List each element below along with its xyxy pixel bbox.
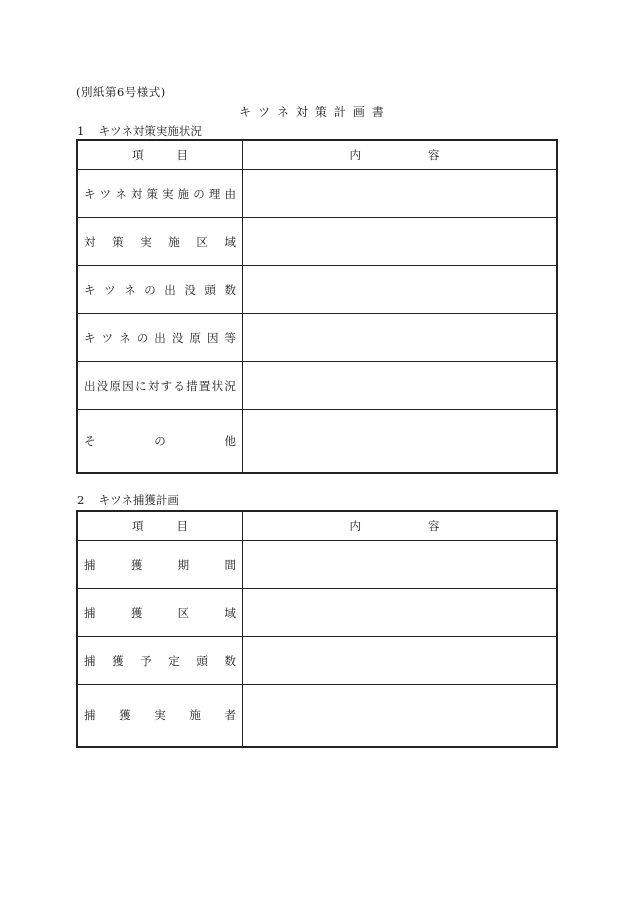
label-char: 策	[146, 186, 158, 201]
count-input-cell[interactable]	[243, 266, 558, 314]
table-row	[77, 362, 557, 410]
label-char: 施	[177, 186, 190, 201]
label-char: 捕	[84, 557, 96, 572]
row-label	[84, 186, 236, 202]
label-char: 対	[130, 186, 143, 201]
table-header-row	[77, 140, 557, 170]
label-char: ツ	[101, 330, 114, 345]
label-char: ネ	[124, 282, 136, 297]
row-label-cell	[77, 410, 243, 473]
label-char: 定	[168, 653, 180, 668]
label-char: 目	[176, 519, 188, 533]
label-char: 区	[196, 234, 208, 249]
label-char: 数	[224, 653, 236, 668]
row-label-cell	[77, 541, 243, 589]
table-header-row	[77, 511, 557, 541]
label-char: 因	[206, 330, 219, 345]
label-char: 置	[198, 378, 211, 393]
label-char: 原	[109, 378, 122, 393]
label-char: の	[144, 282, 156, 297]
label-char: 予	[140, 653, 152, 668]
label-char: 理	[208, 186, 221, 201]
header-item-label	[84, 147, 236, 163]
header-item-cell	[77, 140, 243, 170]
label-char: キ	[84, 282, 96, 297]
row-label	[84, 605, 236, 621]
label-char: 由	[224, 186, 236, 201]
implementer-input-cell[interactable]	[243, 685, 558, 747]
table-row	[77, 685, 557, 747]
label-char: 目	[176, 148, 188, 162]
label-char: 項	[132, 519, 144, 533]
label-char: 獲	[119, 708, 131, 723]
row-label-cell	[77, 685, 243, 747]
section-1-title: キツネ対策実施状況	[98, 124, 202, 138]
reason-input-cell[interactable]	[243, 170, 558, 218]
label-char: 没	[171, 330, 184, 345]
label-char: 内	[349, 148, 361, 162]
label-char: 状	[211, 378, 224, 393]
label-char: 他	[224, 433, 236, 448]
row-label-cell	[77, 170, 243, 218]
measures-input-cell[interactable]	[243, 362, 558, 410]
table-row	[77, 170, 557, 218]
row-label-cell	[77, 218, 243, 266]
area-input-cell[interactable]	[243, 218, 558, 266]
label-char: の	[136, 330, 149, 345]
label-char: 項	[132, 148, 144, 162]
label-char: 等	[224, 330, 236, 345]
row-label-cell	[77, 362, 243, 410]
label-char: 措	[186, 378, 198, 393]
label-char: 没	[96, 378, 109, 393]
row-label	[84, 378, 236, 394]
label-char: ツ	[104, 282, 116, 297]
label-char: 実	[154, 708, 166, 723]
label-char: 期	[177, 557, 190, 572]
row-label-cell	[77, 589, 243, 637]
label-char: に	[135, 378, 147, 393]
label-char: 施	[189, 708, 201, 723]
label-char: 施	[168, 234, 180, 249]
label-char: 間	[224, 557, 236, 572]
label-char: 実	[140, 234, 152, 249]
label-char: る	[173, 378, 185, 393]
label-char: 捕	[84, 605, 96, 620]
label-char: の	[154, 433, 166, 448]
label-char: 対	[147, 378, 160, 393]
form-number: (別紙第6号様式)	[76, 85, 166, 99]
header-item-cell	[77, 511, 243, 541]
label-char: 域	[224, 234, 236, 249]
section-1-heading	[77, 123, 202, 139]
table-row	[77, 314, 557, 362]
period-input-cell[interactable]	[243, 541, 558, 589]
label-char: 原	[189, 330, 201, 345]
header-content-label	[350, 518, 440, 534]
label-char: 頭	[196, 653, 208, 668]
section-1-number: 1	[77, 124, 85, 138]
section-2-number: 2	[77, 493, 85, 507]
label-char: す	[160, 378, 173, 393]
header-content-label	[350, 147, 440, 163]
table-row	[77, 589, 557, 637]
row-label-cell	[77, 266, 243, 314]
planned-count-input-cell[interactable]	[243, 637, 558, 685]
label-char: 因	[122, 378, 134, 393]
label-char: 区	[177, 605, 190, 620]
label-char: 内	[349, 519, 361, 533]
label-char: 出	[84, 378, 96, 393]
label-char: 出	[164, 282, 176, 297]
row-label	[84, 707, 236, 723]
label-char: 域	[224, 605, 236, 620]
row-label	[84, 653, 236, 669]
row-label	[84, 557, 236, 573]
row-label	[84, 330, 236, 346]
label-char: キ	[84, 330, 96, 345]
table-row	[77, 541, 557, 589]
label-char: 実	[162, 186, 174, 201]
implementation-status-table	[76, 139, 558, 474]
label-char: 者	[224, 708, 236, 723]
label-char: 況	[224, 378, 236, 393]
row-label	[84, 433, 236, 449]
table-row	[77, 637, 557, 685]
label-char: 獲	[130, 605, 143, 620]
label-char: そ	[84, 433, 96, 448]
label-char: の	[193, 186, 205, 201]
table-row	[77, 218, 557, 266]
label-char: ネ	[115, 186, 127, 201]
capture-area-input-cell[interactable]	[243, 589, 558, 637]
label-char: 捕	[84, 708, 96, 723]
header-item-label	[84, 518, 236, 534]
row-label-cell	[77, 637, 243, 685]
header-content-cell	[243, 140, 558, 170]
table-row	[77, 266, 557, 314]
label-char: 数	[224, 282, 236, 297]
label-char: キ	[84, 186, 96, 201]
cause-input-cell[interactable]	[243, 314, 558, 362]
header-content-cell	[243, 511, 558, 541]
row-label	[84, 282, 236, 298]
capture-plan-table	[76, 510, 558, 748]
label-char: ツ	[99, 186, 112, 201]
document-title: キツネ対策計画書	[239, 105, 391, 119]
label-char: 没	[184, 282, 196, 297]
section-2-heading	[77, 492, 179, 508]
label-char: 容	[428, 148, 440, 162]
label-char: 獲	[112, 653, 124, 668]
other-input-cell[interactable]	[243, 410, 558, 473]
label-char: 出	[154, 330, 166, 345]
label-char: 対	[84, 234, 96, 249]
table-row	[77, 410, 557, 473]
label-char: 獲	[130, 557, 143, 572]
label-char: 頭	[204, 282, 216, 297]
row-label-cell	[77, 314, 243, 362]
section-2-title: キツネ捕獲計画	[98, 493, 179, 507]
row-label	[84, 234, 236, 250]
label-char: 容	[428, 519, 440, 533]
label-char: 捕	[84, 653, 96, 668]
label-char: ネ	[119, 330, 131, 345]
label-char: 策	[112, 234, 124, 249]
